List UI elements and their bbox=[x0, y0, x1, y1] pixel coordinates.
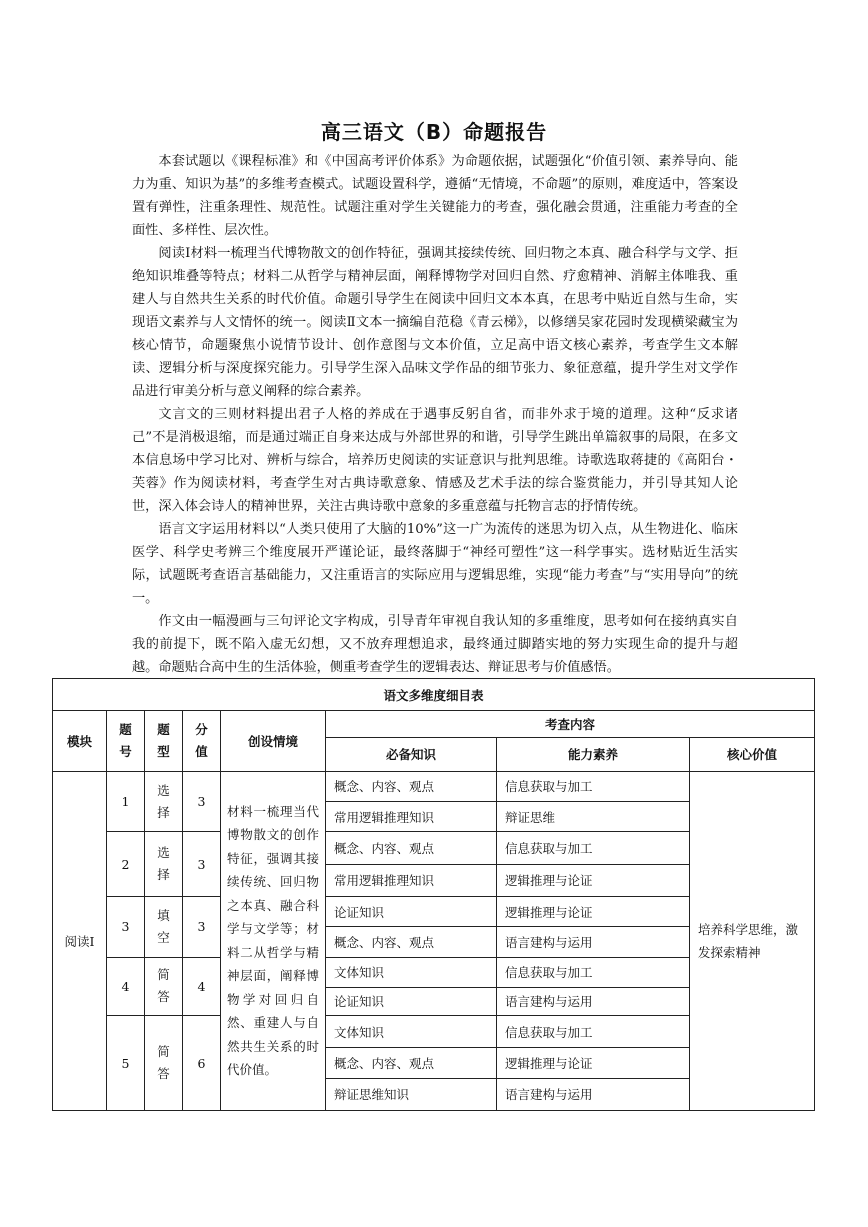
ability-cell: 辩证思维 bbox=[497, 802, 690, 832]
ability-cell: 信息获取与加工 bbox=[497, 957, 690, 987]
header-context: 创设情境 bbox=[221, 711, 326, 772]
ability-cell: 信息获取与加工 bbox=[497, 832, 690, 864]
paragraph-essay: 作文由一幅漫画与三句评论文字构成，引导青年审视自我认知的多重维度，思考如何在接纳真实自我的前提下，既不陷入虚无幻想，又不放弃理想追求，最终通过脚踏实地的努力实现生命的提升与超越。命题贴合高中生的生活体验，侧重考查学生的逻辑表达、辩证思考与价值感悟。 bbox=[132, 614, 738, 675]
question-type: 选 择 bbox=[145, 771, 183, 832]
table-title: 语文多维度细目表 bbox=[53, 679, 815, 711]
knowledge-cell: 论证知识 bbox=[326, 896, 497, 926]
knowledge-cell: 概念、内容、观点 bbox=[326, 832, 497, 864]
knowledge-cell: 概念、内容、观点 bbox=[326, 1048, 497, 1078]
paragraph-classical: 文言文的三则材料提出君子人格的养成在于遇事反躬自省，而非外求于境的道理。这种“反求诸己”不是消极退缩，而是通过端正自身来达成与外部世界的和谐，引导学生跳出单篇叙事的局限，在多文本信息场中学习比对、辨析与综合，培养历史阅读的实证意识与批判思维。诗歌选取蒋捷的《高阳台・芙蓉》作为阅读材料，考查学生对古典诗歌意象、情感及艺术手法的综合鉴赏能力，并引导其知人论世，深入体会诗人的精神世界，关注古典诗歌中意象的多重意蕴与托物言志的抒情传统。 bbox=[132, 407, 738, 514]
knowledge-cell: 常用逻辑推理知识 bbox=[326, 864, 497, 896]
knowledge-cell: 概念、内容、观点 bbox=[326, 771, 497, 801]
header-knowledge: 必备知识 bbox=[326, 737, 497, 771]
knowledge-cell: 常用逻辑推理知识 bbox=[326, 802, 497, 832]
question-type: 简 答 bbox=[145, 1016, 183, 1111]
knowledge-cell: 概念、内容、观点 bbox=[326, 927, 497, 957]
ability-cell: 逻辑推理与论证 bbox=[497, 1048, 690, 1078]
ability-cell: 逻辑推理与论证 bbox=[497, 864, 690, 896]
header-type: 题 型 bbox=[145, 711, 183, 772]
detail-table bbox=[52, 678, 815, 1111]
question-score: 3 bbox=[183, 832, 221, 897]
header-ability: 能力素养 bbox=[497, 737, 690, 771]
header-module: 模块 bbox=[53, 711, 107, 772]
header-number: 题 号 bbox=[107, 711, 145, 772]
ability-cell: 信息获取与加工 bbox=[497, 1016, 690, 1048]
knowledge-cell: 文体知识 bbox=[326, 957, 497, 987]
paragraph-reading: 阅读Ⅰ材料一梳理当代博物散文的创作特征，强调其接续传统、回归物之本真、融合科学与文学、拒绝知识堆叠等特点；材料二从哲学与精神层面，阐释博物学对回归自然、疗愈精神、消解主体唯我、重建人与自然共生关系的时代价值。命题引导学生在阅读中回归文本本真，在思考中贴近自然与生命，实现语文素养与人文情怀的统一。阅读Ⅱ文本一摘编自范稳《青云梯》，以修缮吴家花园时发现横梁藏宝为核心情节，命题聚焦小说情节设计、创作意图与文本价值，立足高中语文核心素养，考查学生文本解读、逻辑分析与深度探究能力。引导学生深入品味文学作品的细节张力、象征意蕴，提升学生对文学作品进行审美分析与意义阐释的综合素养。 bbox=[132, 246, 738, 399]
report-body bbox=[132, 150, 738, 679]
context-cell: 材料一梳理当代博物散文的创作特征，强调其接续传统、回归物之本真、融合科学与文学等；材料二从哲学与精神层面，阐释博物学对回归自然、重建人与自然共生关系的时代价值。 bbox=[221, 771, 326, 1110]
document-title: 高三语文（B）命题报告 bbox=[320, 120, 548, 144]
knowledge-cell: 文体知识 bbox=[326, 1016, 497, 1048]
question-score: 4 bbox=[183, 957, 221, 1016]
knowledge-cell: 辩证思维知识 bbox=[326, 1078, 497, 1110]
question-number: 5 bbox=[107, 1016, 145, 1111]
header-value: 核心价值 bbox=[690, 737, 815, 771]
knowledge-cell: 论证知识 bbox=[326, 987, 497, 1015]
header-content: 考查内容 bbox=[326, 711, 815, 737]
question-score: 3 bbox=[183, 896, 221, 957]
question-number: 3 bbox=[107, 896, 145, 957]
question-type: 填 空 bbox=[145, 896, 183, 957]
ability-cell: 语言建构与运用 bbox=[497, 987, 690, 1015]
ability-cell: 信息获取与加工 bbox=[497, 771, 690, 801]
module-cell: 阅读Ⅰ bbox=[53, 771, 107, 1110]
question-score: 3 bbox=[183, 771, 221, 832]
question-type: 简 答 bbox=[145, 957, 183, 1016]
ability-cell: 逻辑推理与论证 bbox=[497, 896, 690, 926]
ability-cell: 语言建构与运用 bbox=[497, 1078, 690, 1110]
question-number: 1 bbox=[107, 771, 145, 832]
paragraph-intro: 本套试题以《课程标准》和《中国高考评价体系》为命题依据，试题强化“价值引领、素养导向、能力为重、知识为基”的多维考查模式。试题设置科学，遵循“无情境，不命题”的原则，难度适中，答案设置有弹性，注重条理性、规范性。试题注重对学生关键能力的考查，强化融会贯通，注重能力考查的全 面性、多样性、层次性。 bbox=[132, 154, 738, 238]
question-type: 选 择 bbox=[145, 832, 183, 897]
question-score: 6 bbox=[183, 1016, 221, 1111]
question-number: 4 bbox=[107, 957, 145, 1016]
paragraph-language: 语言文字运用材料以“人类只使用了大脑的10%”这一广为流传的迷思为切入点，从生物进化、临床医学、科学史考辨三个维度展开严谨论证，最终落脚于“神经可塑性”这一科学事实。选材贴近生活实际，试题既考查语言基础能力，又注重语言的实际应用与逻辑思维，实现“能力考查”与“实用导向”的统一。 bbox=[132, 522, 738, 606]
header-score: 分 值 bbox=[183, 711, 221, 772]
core-value-cell: 培养科学思维，激发探索精神 bbox=[690, 771, 815, 1110]
question-number: 2 bbox=[107, 832, 145, 897]
ability-cell: 语言建构与运用 bbox=[497, 927, 690, 957]
